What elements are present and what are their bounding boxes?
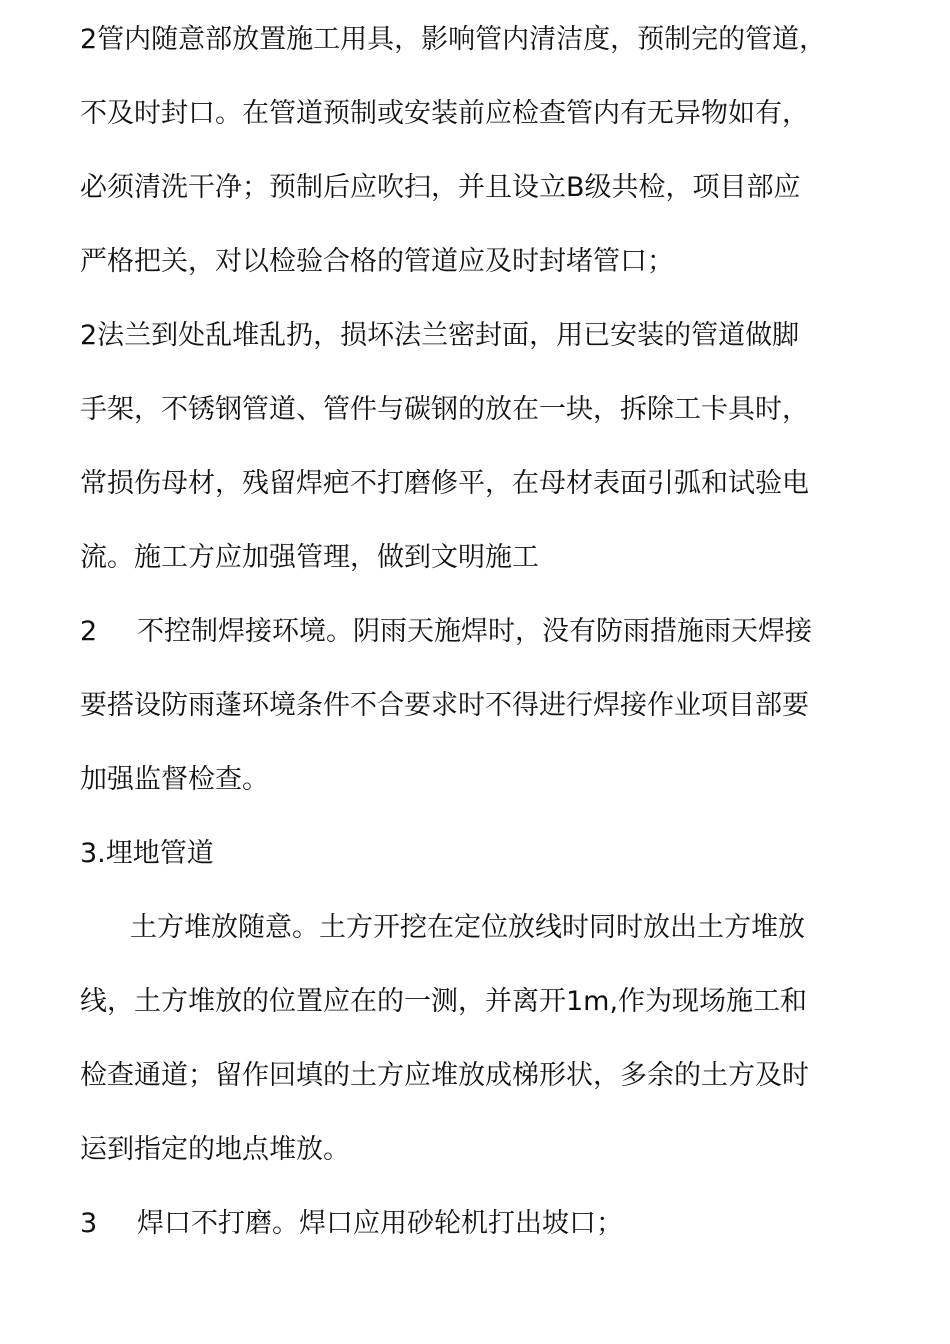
list-number: 3 [80, 1208, 98, 1239]
numbered-line [80, 1206, 870, 1242]
paragraph-line: 不及时封口。在管道预制或安装前应检查管内有无异物如有， [80, 98, 809, 129]
paragraph-line: 流。施工方应加强管理，做到文明施工 [80, 542, 539, 573]
paragraph-line: 严格把关，对以检验合格的管道应及时封堵管口； [80, 246, 674, 277]
paragraph-line: 2法兰到处乱堆乱扔，损坏法兰密封面，用已安装的管道做脚 [80, 320, 800, 351]
paragraph-line: 运到指定的地点堆放。 [80, 1134, 350, 1165]
paragraph-line: 常损伤母材，残留焊疤不打磨修平，在母材表面引弧和试验电 [80, 468, 809, 499]
paragraph-line: 检查通道；留作回填的土方应堆放成梯形状，多余的土方及时 [80, 1060, 809, 1091]
paragraph-line: 手架，不锈钢管道、管件与碳钢的放在一块，拆除工卡具时， [80, 394, 809, 425]
paragraph-line: 线，土方堆放的位置应在的一测，并离开1m,作为现场施工和 [80, 986, 808, 1017]
paragraph-line: 加强监督检查。 [80, 764, 269, 795]
paragraph-line: 要搭设防雨蓬环境条件不合要求时不得进行焊接作业项目部要 [80, 690, 809, 721]
section-heading: 3.埋地管道 [80, 838, 214, 869]
list-number: 2 [80, 616, 98, 647]
paragraph-text: 不控制焊接环境。阴雨天施焊时，没有防雨措施雨天焊接 [137, 616, 812, 647]
paragraph-text: 焊口不打磨。焊口应用砂轮机打出坡口； [137, 1208, 623, 1239]
paragraph-line: 土方堆放随意。土方开挖在定位放线时同时放出土方堆放 [130, 912, 805, 943]
paragraph-line: 必须清洗干净；预制后应吹扫，并且设立B级共检，项目部应 [80, 172, 801, 203]
paragraph-line: 2管内随意部放置施工用具，影响管内清洁度，预制完的管道， [80, 24, 827, 55]
numbered-line [80, 614, 870, 650]
